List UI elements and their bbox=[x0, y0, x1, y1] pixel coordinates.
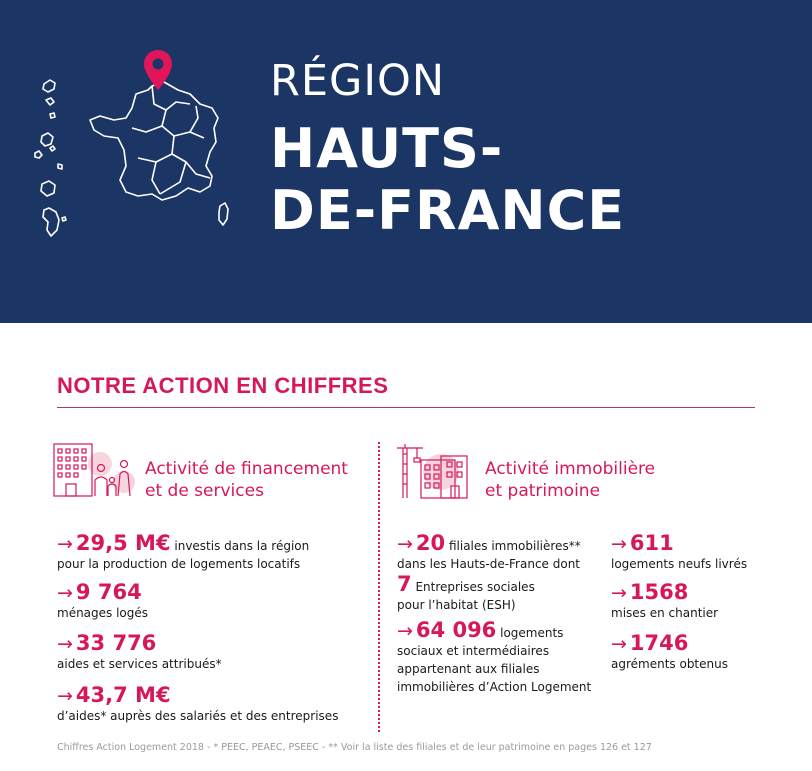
stat-investment: → 29,5 M€ investis dans la région pour la production de logements locatifs bbox=[57, 531, 310, 571]
region-name-line2: DE-FRANCE bbox=[270, 179, 626, 242]
arrow-right-icon: → bbox=[397, 620, 413, 642]
region-name bbox=[270, 118, 625, 242]
arrow-right-icon: → bbox=[57, 633, 73, 655]
arrow-right-icon: → bbox=[57, 685, 73, 707]
column-divider bbox=[378, 442, 380, 732]
arrow-right-icon: → bbox=[57, 582, 73, 604]
stat-aid-amount: → 43,7 M€ d’aides* auprès des salariés et des entreprises bbox=[57, 683, 339, 723]
stat-aids: → 33 776 aides et services attribués* bbox=[57, 631, 222, 671]
stat-social-housing: → 64 096 logements sociaux et intermédiaires appartenant aux filiales immobilières d’Action Logement bbox=[397, 618, 592, 694]
arrow-right-icon: → bbox=[611, 582, 627, 604]
arrow-right-icon: → bbox=[57, 533, 73, 555]
building-family-icon bbox=[52, 442, 136, 500]
arrow-right-icon: → bbox=[397, 533, 413, 555]
header-banner bbox=[0, 0, 812, 323]
section-title: NOTRE ACTION EN CHIFFRES bbox=[57, 373, 389, 398]
real-estate-block-title: Activité immobilière et patrimoine bbox=[485, 459, 656, 501]
arrow-right-icon: → bbox=[611, 533, 627, 555]
stat-new-housing: → 611 logements neufs livrés bbox=[611, 531, 748, 571]
crane-building-icon bbox=[395, 442, 475, 500]
stat-households: → 9 764 ménages logés bbox=[57, 580, 149, 620]
location-pin-icon bbox=[143, 49, 173, 91]
footnote: Chiffres Action Logement 2018 - * PEEC, PEAEC, PSEEC - ** Voir la liste des filiales et de leur patrimoine en pages 126 et 127 bbox=[57, 742, 652, 753]
stat-subsidiaries: → 20 filiales immobilières** dans les Hauts-de-France dont 7 Entreprises sociales pour l’habitat (ESH) bbox=[397, 531, 581, 612]
stat-construction-starts: → 1568 mises en chantier bbox=[611, 580, 719, 620]
financing-block-title: Activité de financement et de services bbox=[145, 459, 348, 501]
france-map-icon bbox=[30, 48, 245, 253]
section-divider bbox=[57, 407, 755, 408]
region-label: RÉGION bbox=[270, 56, 446, 106]
arrow-right-icon: → bbox=[611, 633, 627, 655]
region-name-line1: HAUTS- bbox=[270, 117, 504, 180]
stat-approvals: → 1746 agréments obtenus bbox=[611, 631, 728, 671]
